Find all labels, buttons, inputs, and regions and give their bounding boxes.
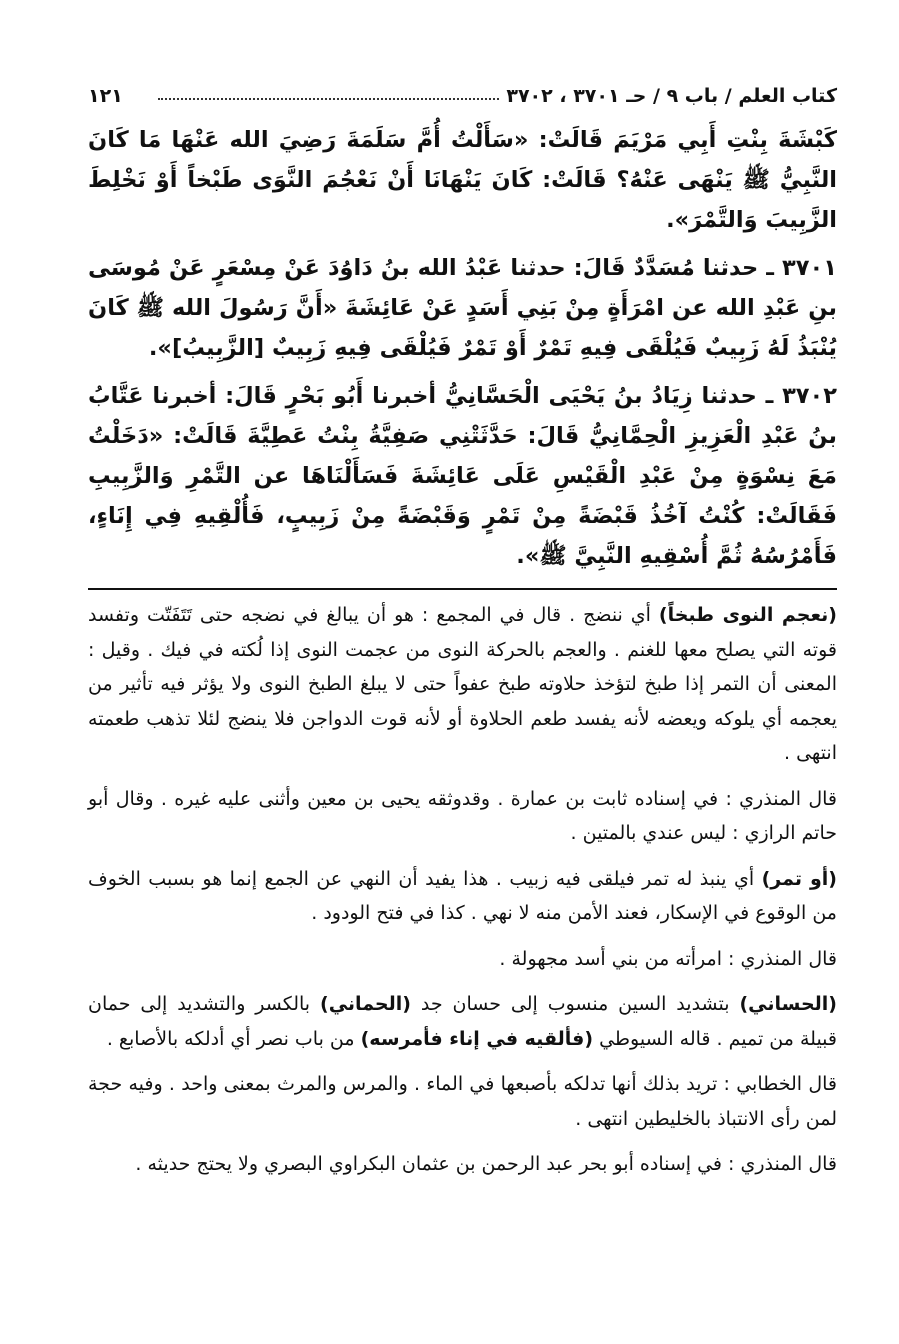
commentary-text: أي ننضج . قال في المجمع : هو أن يبالغ في نضجه حتى تَتَفَتّت وتفسد قوته التي يصلح معها للغنم . والعجم بالحركة النوى من عجمت النوى إذا لُكته في فيك . وقيل : المعنى أن التمر إذا طبخ لتؤخذ حلاوته طبخ عفواً حتى لا يبلغ الطبخ النوى ولا يؤثر فيه تأثير من يعجمه أي يلوكه ويعضه لأنه يفسد طعم الحلاوة أو لأنه قوت الدواجن فلا ينضج لئلا تذهب طعمته انتهى . xyxy=(88,604,837,764)
commentary-term: (أو تمر) xyxy=(761,867,837,890)
commentary-text: بتشديد السين منسوب إلى حسان جد xyxy=(420,993,730,1015)
commentary-term: (الحماني) xyxy=(320,993,411,1015)
commentary-paragraph xyxy=(88,598,837,771)
running-header xyxy=(88,78,837,114)
hadith-paragraph xyxy=(88,248,837,368)
commentary-text: قال الخطابي : تريد بذلك أنها تدلكه بأصبعها في الماء . والمرس والمرث بمعنى واحد . وفيه حجة لمن رأى الانتباذ بالخليطين انتهى . xyxy=(88,1073,837,1130)
footnote-divider xyxy=(88,588,837,590)
header-dotted-leader xyxy=(158,98,499,100)
hadith-number-3701: ٣٧٠١ ـ xyxy=(766,255,837,281)
commentary-paragraph xyxy=(88,782,837,851)
commentary-text: قال المنذري : امرأته من بني أسد مجهولة . xyxy=(499,947,837,970)
page-number: ١٢١ xyxy=(88,85,123,107)
commentary-paragraph xyxy=(88,862,837,931)
commentary-text: بالكسر والتشديد إلى حمان قبيلة من تميم . قاله السيوطي xyxy=(88,993,837,1050)
commentary-paragraph xyxy=(88,942,837,977)
commentary xyxy=(88,598,837,1182)
hadith-paragraph xyxy=(88,120,837,240)
hadith-text-3701: حدثنا مُسَدَّدٌ قَالَ: حدثنا عَبْدُ الله بنُ دَاوُدَ عَنْ مِسْعَرٍ عَنْ مُوسَى بنِ عَبْدِ الله عن امْرَأَةٍ مِنْ بَنِي أَسَدٍ عَنْ عَائِشَةَ «أَنَّ رَسُولَ الله ﷺ كَانَ يُنْبَذُ لَهُ زَبِيبٌ فَيُلْقَى فِيهِ تَمْرٌ أَوْ تَمْرٌ فَيُلْقَى فِيهِ زَبِيبٌ [الزَّبِيبُ]». xyxy=(88,255,837,361)
commentary-text: قال المنذري : في إسناده ثابت بن عمارة . وقدوثقه يحيى بن معين وأثنى عليه غيره . وقال أبو حاتم الرازي : ليس عندي بالمتين . xyxy=(88,787,837,844)
hadith-text-3702: حدثنا زِيَادُ بنُ يَحْيَى الْحَسَّانِيُّ أخبرنا أَبُو بَحْرٍ قَالَ: أخبرنا عَتَّابُ بنُ عَبْدِ الْعَزِيزِ الْحِمَّانِيُّ قَالَ: حَدَّثَتْنِي صَفِيَّةُ بِنْتُ عَطِيَّةَ قَالَتْ: «دَخَلْتُ مَعَ نِسْوَةٍ مِنْ عَبْدِ الْقَيْسِ عَلَى عَائِشَةَ فَسَأَلْنَاهَا عن التَّمْرِ وَالزَّبِيبِ فَقَالَتْ: كُنْتُ آخُذُ قَبْضَةً مِنْ تَمْرٍ وَقَبْضَةً مِنْ زَبِيبٍ، فَأُلْقِيهِ فِي إِنَاءٍ، فَأَمْرُسُهُ ثُمَّ أُسْقِيهِ النَّبِيَّ ﷺ». xyxy=(88,383,837,569)
hadith-text-1: كَبْشَةَ بِنْتِ أَبِي مَرْيَمَ قَالَتْ: «سَأَلْتُ أُمَّ سَلَمَةَ رَضِيَ الله عَنْهَا مَا كَانَ النَّبِيُّ ﷺ يَنْهَى عَنْهُ؟ قَالَتْ: كَانَ يَنْهَانَا أَنْ نَعْجُمَ النَّوَى طَبْخاً أَوْ نَخْلِطَ الزَّبِيبَ وَالتَّمْرَ». xyxy=(88,127,837,233)
commentary-text: من باب نصر أي أدلكه بالأصابع . xyxy=(106,1027,355,1050)
commentary-term: (نعجم النوى طبخاً) xyxy=(658,604,837,626)
hadith-paragraph xyxy=(88,376,837,576)
commentary-text: قال المنذري : في إسناده أبو بحر عبد الرحمن بن عثمان البكراوي البصري ولا يحتج حديثه . xyxy=(135,1153,837,1175)
commentary-term: (الحساني) xyxy=(739,993,837,1015)
commentary-term: (فألقيه في إناء فأمرسه) xyxy=(360,1027,594,1050)
header-title: كتاب العلم / باب ٩ / حـ ٣٧٠١ ، ٣٧٠٢ xyxy=(506,85,837,107)
hadith-number-3702: ٣٧٠٢ ـ xyxy=(765,383,837,409)
commentary-paragraph xyxy=(88,1067,837,1136)
hadith-text xyxy=(88,120,837,576)
commentary-text: أي ينبذ له تمر فيلقى فيه زبيب . هذا يفيد أن النهي عن الجمع إنما هو بسبب الخوف من الوقوع في الإسكار، فعند الأمن منه لا نهي . كذا في فتح الودود . xyxy=(88,867,837,924)
commentary-paragraph xyxy=(88,987,837,1056)
commentary-paragraph xyxy=(88,1147,837,1182)
